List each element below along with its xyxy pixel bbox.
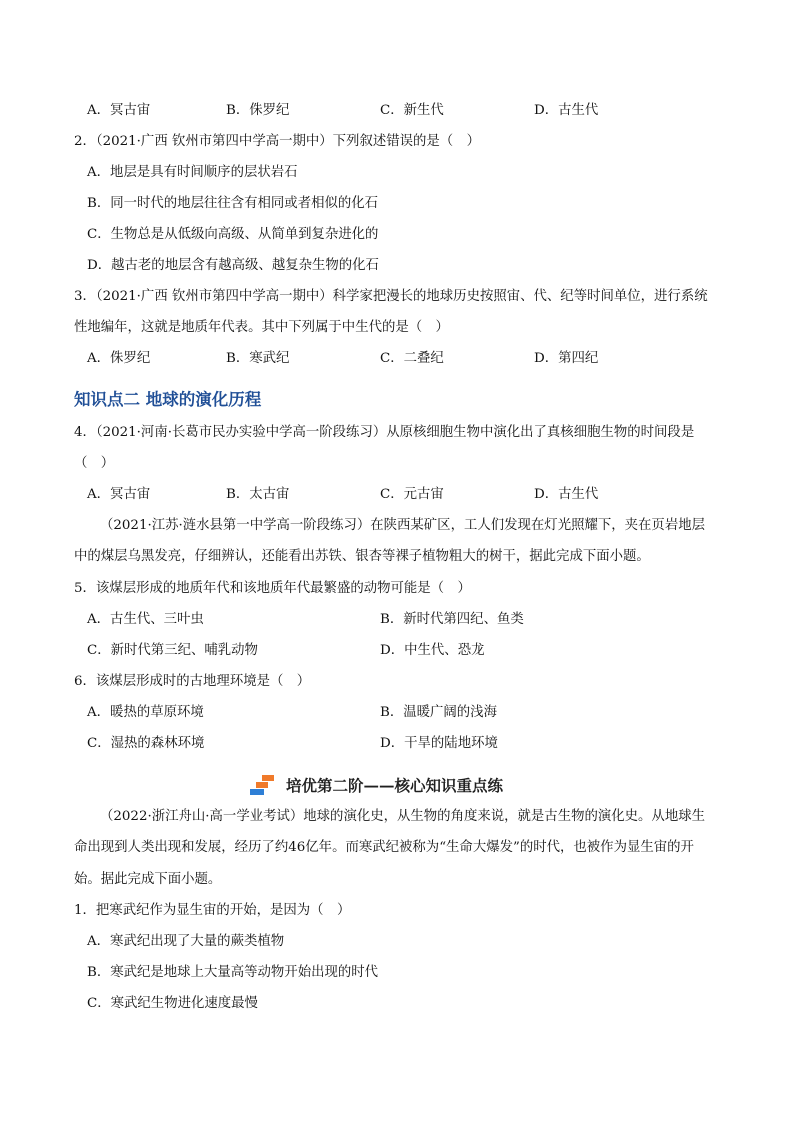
q0-option-a: A．冥古宙 bbox=[87, 103, 151, 118]
q0-option-d: D．古生代 bbox=[534, 103, 599, 118]
q2-option-d: D．越古老的地层含有越高级、越复杂生物的化石 bbox=[87, 258, 379, 273]
passage2-line2: 命出现到人类出现和发展，经历了约46亿年。而寒武纪被称为“生命大爆发”的时代，也被作为显生宙的开 bbox=[74, 840, 694, 855]
q4-option-a: A．冥古宙 bbox=[87, 487, 151, 502]
stair-steps-icon bbox=[250, 775, 278, 795]
q6-option-b: B．温暖广阔的浅海 bbox=[380, 705, 497, 720]
q1-option-c: C．寒武纪生物进化速度最慢 bbox=[87, 996, 258, 1011]
q1-stem: 1．把寒武纪作为显生宙的开始，是因为（ ） bbox=[74, 903, 351, 918]
q5-stem: 5．该煤层形成的地质年代和该地质年代最繁盛的动物可能是（ ） bbox=[74, 581, 471, 596]
q0-option-b: B．侏罗纪 bbox=[226, 103, 290, 118]
q0-option-c: C．新生代 bbox=[380, 103, 444, 118]
q2-option-b: B．同一时代的地层往往含有相同或者相似的化石 bbox=[87, 196, 379, 211]
q1-option-b: B．寒武纪是地球上大量高等动物开始出现的时代 bbox=[87, 965, 379, 980]
q3-stem-line2: 性地编年，这就是地质年代表。其中下列属于中生代的是（ ） bbox=[74, 320, 449, 335]
q5-option-a: A．古生代、三叶虫 bbox=[87, 612, 204, 627]
q3-option-b: B．寒武纪 bbox=[226, 351, 290, 366]
q3-option-a: A．侏罗纪 bbox=[87, 351, 151, 366]
passage2-line1: （2022·浙江舟山·高一学业考试）地球的演化史，从生物的角度来说，就是古生物的演化史。从地球生 bbox=[100, 809, 705, 824]
q1-option-a: A．寒武纪出现了大量的蕨类植物 bbox=[87, 934, 285, 949]
q5-option-c: C．新时代第三纪、哺乳动物 bbox=[87, 643, 258, 658]
q6-stem: 6．该煤层形成时的古地理环境是（ ） bbox=[74, 674, 311, 689]
q6-option-a: A．暖热的草原环境 bbox=[87, 705, 204, 720]
q4-option-b: B．太古宙 bbox=[226, 487, 290, 502]
q5-option-b: B．新时代第四纪、鱼类 bbox=[380, 612, 524, 627]
q3-stem-line1: 3．（2021·广西 钦州市第四中学高一期中）科学家把漫长的地球历史按照宙、代、纪等时间单位，进行系统 bbox=[74, 289, 708, 304]
q4-option-d: D．古生代 bbox=[534, 487, 599, 502]
passage1-line2: 中的煤层乌黑发亮，仔细辨认，还能看出苏铁、银杏等裸子植物粗大的树干，据此完成下面小题。 bbox=[74, 549, 650, 564]
q2-option-a: A．地层是具有时间顺序的层状岩石 bbox=[87, 165, 298, 180]
q2-stem: 2．（2021·广西 钦州市第四中学高一期中）下列叙述错误的是（ ） bbox=[74, 134, 480, 149]
section2-title-text: 培优第二阶——核心知识重点练 bbox=[286, 776, 504, 795]
section-heading: 知识点二 地球的演化历程 bbox=[74, 390, 262, 409]
q3-option-c: C．二叠纪 bbox=[380, 351, 444, 366]
q6-option-d: D．干旱的陆地环境 bbox=[380, 736, 498, 751]
q4-stem-line1: 4．（2021·河南·长葛市民办实验中学高一阶段练习）从原核细胞生物中演化出了真核细胞生物的时间段是 bbox=[74, 425, 695, 440]
passage1-line1: （2021·江苏·涟水县第一中学高一阶段练习）在陕西某矿区，工人们发现在灯光照耀下，夹在页岩地层 bbox=[100, 518, 705, 533]
q4-stem-line2: （ ） bbox=[74, 456, 115, 471]
q3-option-d: D．第四纪 bbox=[534, 351, 599, 366]
passage2-line3: 始。据此完成下面小题。 bbox=[74, 872, 222, 887]
q5-option-d: D．中生代、恐龙 bbox=[380, 643, 485, 658]
section2-title bbox=[250, 774, 503, 796]
q6-option-c: C．湿热的森林环境 bbox=[87, 736, 205, 751]
q4-option-c: C．元古宙 bbox=[380, 487, 444, 502]
q2-option-c: C．生物总是从低级向高级、从简单到复杂进化的 bbox=[87, 227, 379, 242]
